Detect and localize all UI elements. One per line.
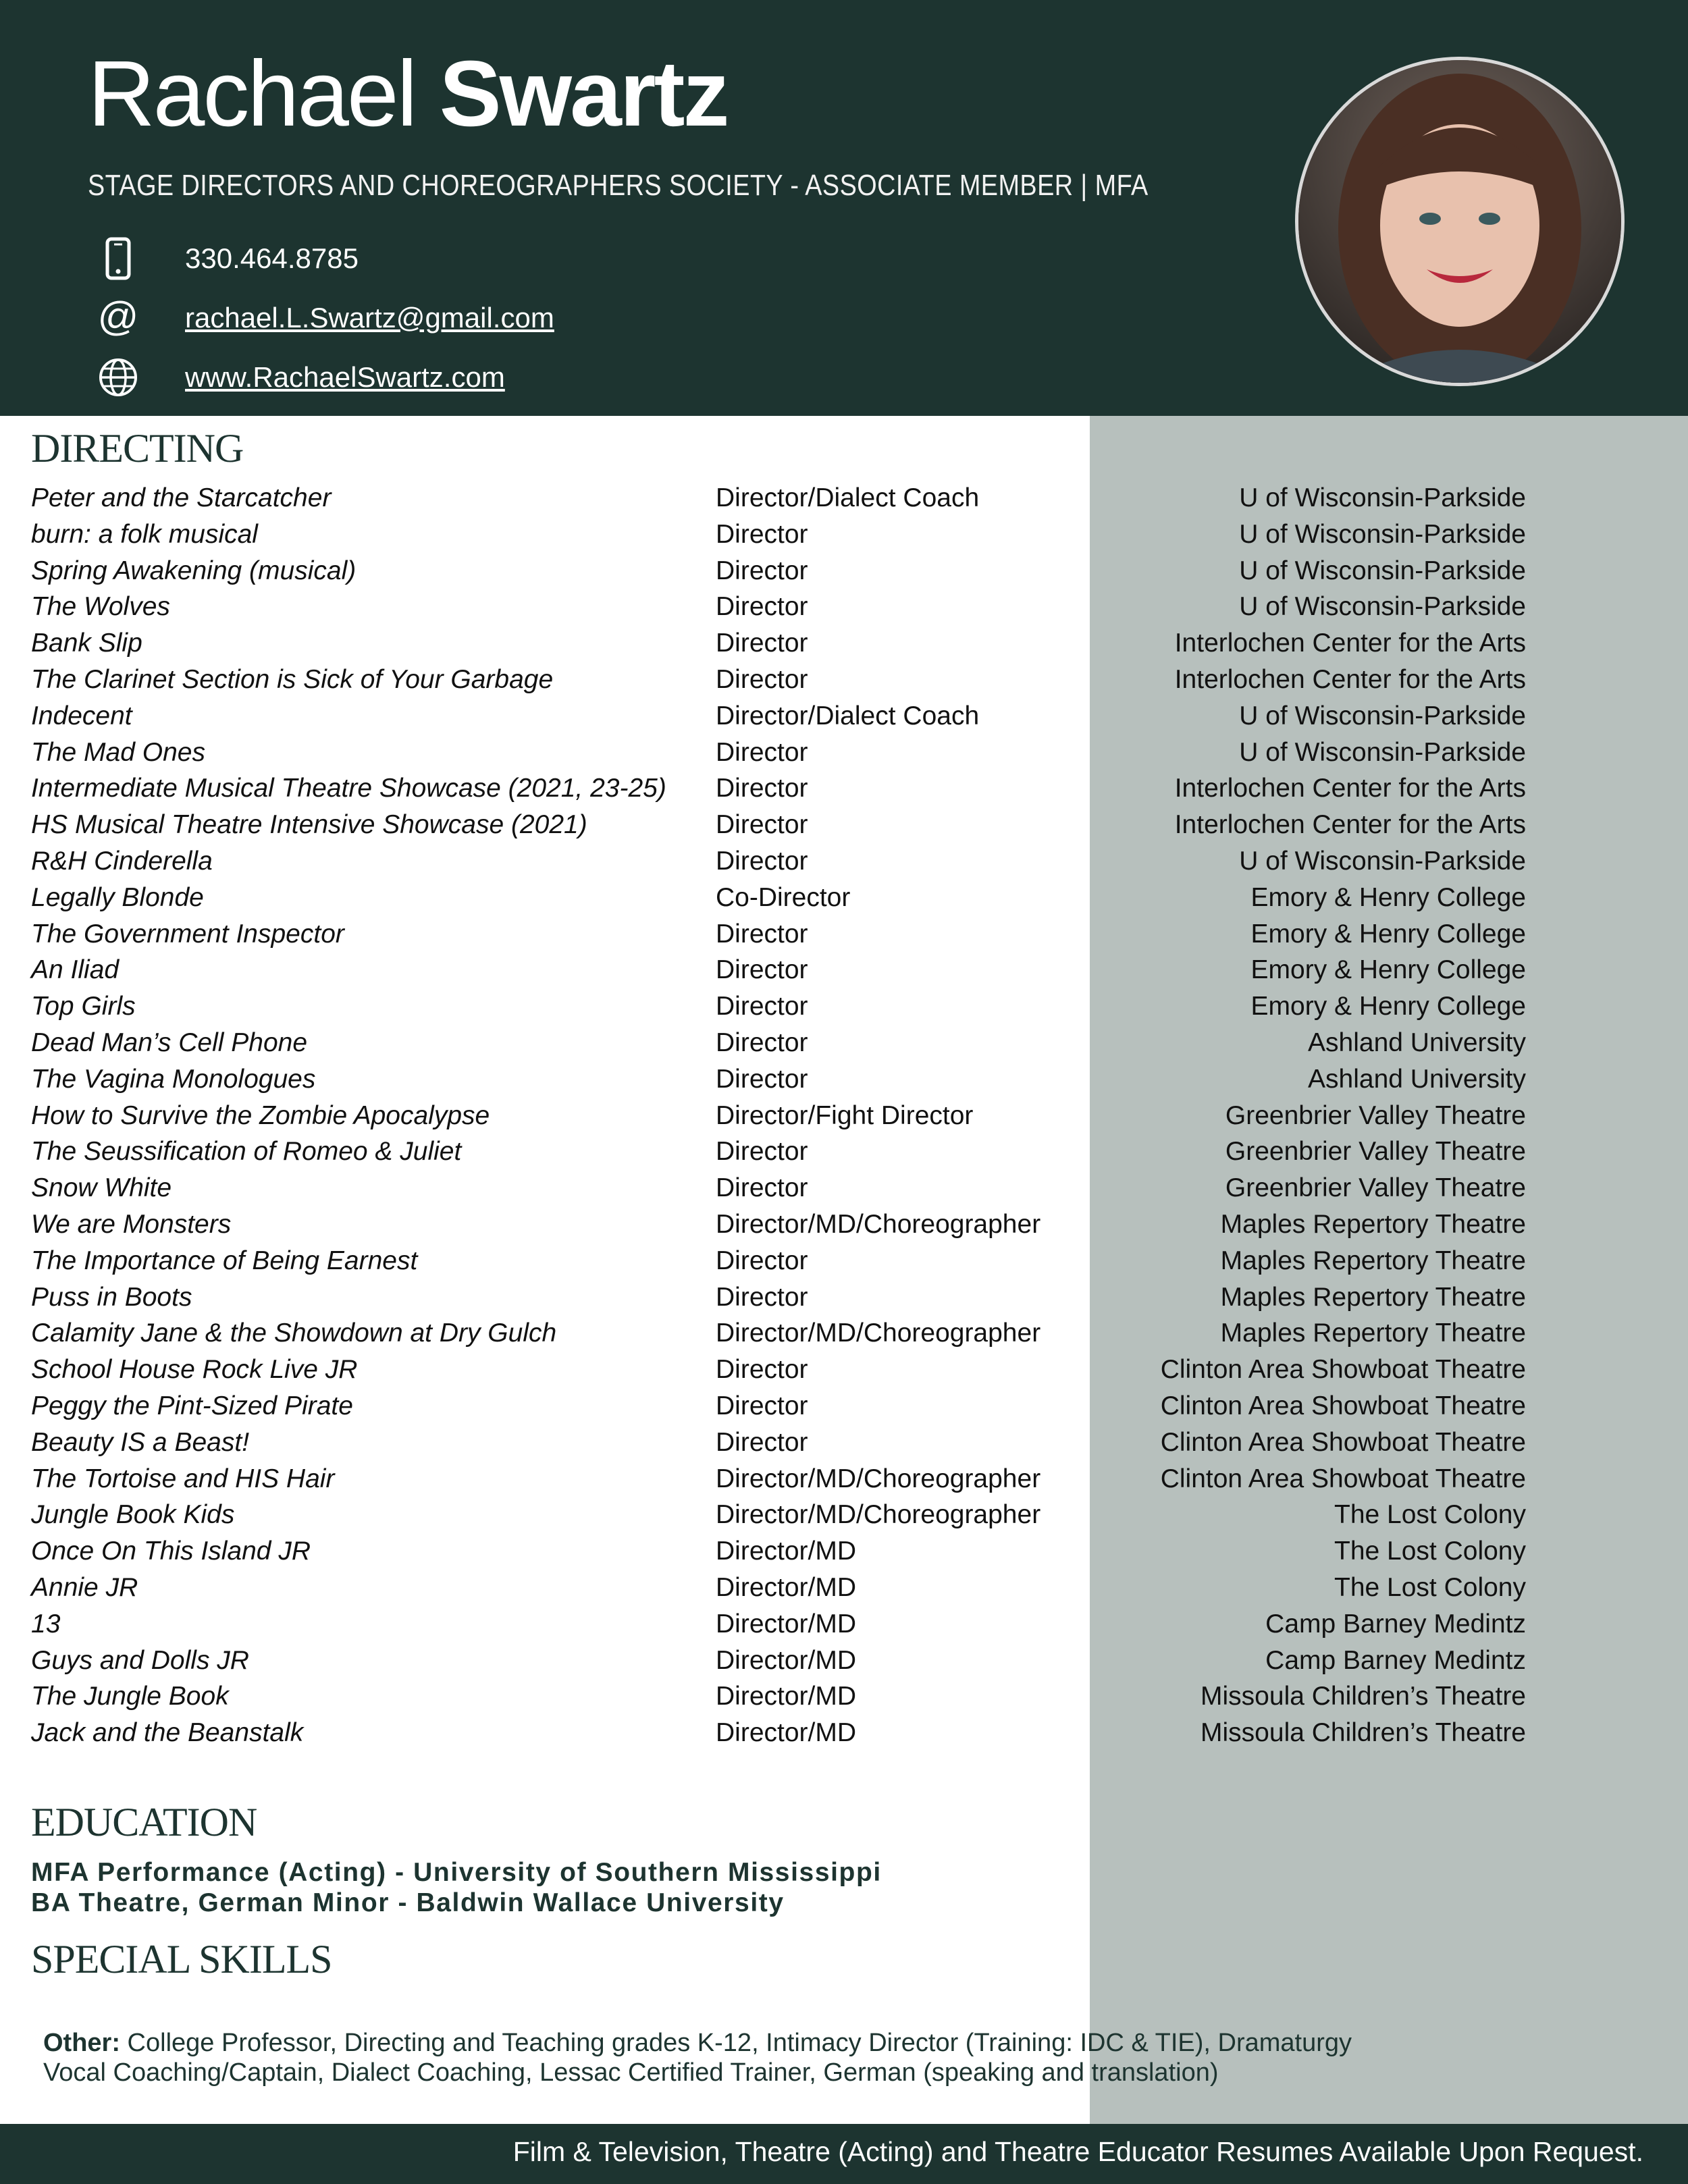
production-venue: Maples Repertory Theatre [1220, 1246, 1526, 1275]
production-venue: Ashland University [1308, 1028, 1526, 1057]
production-title: The Clarinet Section is Sick of Your Garbage [31, 664, 554, 694]
production-role: Director/MD [716, 1718, 857, 1748]
table-row [31, 1352, 1526, 1388]
education-line: BA Theatre, German Minor - Baldwin Wallace University [31, 1888, 785, 1917]
production-venue: Greenbrier Valley Theatre [1225, 1173, 1526, 1203]
production-title: How to Survive the Zombie Apocalypse [31, 1100, 490, 1130]
table-row [31, 589, 1526, 625]
production-title: Top Girls [31, 992, 136, 1021]
production-title: The Wolves [31, 592, 170, 622]
phone-icon [95, 235, 142, 282]
header-banner [0, 0, 1688, 416]
production-role: Director [716, 1173, 808, 1203]
production-venue: Interlochen Center for the Arts [1174, 810, 1526, 840]
table-row [31, 1206, 1526, 1243]
production-role: Director [716, 1028, 808, 1057]
education-line: MFA Performance (Acting) - University of Southern Mississippi [31, 1858, 882, 1887]
production-role: Director/Dialect Coach [716, 483, 980, 512]
production-venue: U of Wisconsin-Parkside [1239, 701, 1526, 730]
email-link[interactable]: rachael.L.Swartz@gmail.com [185, 302, 554, 334]
skills-line-1 [43, 2028, 1352, 2058]
production-venue: Maples Repertory Theatre [1220, 1282, 1526, 1312]
production-venue: Clinton Area Showboat Theatre [1160, 1391, 1526, 1420]
production-venue: Camp Barney Medintz [1265, 1609, 1526, 1639]
table-row [31, 1061, 1526, 1098]
production-title: Snow White [31, 1173, 172, 1203]
production-role: Director [716, 810, 808, 840]
table-row [31, 988, 1526, 1025]
table-row [31, 952, 1526, 988]
contact-phone [95, 235, 359, 282]
production-role: Director [716, 519, 808, 549]
table-row [31, 1098, 1526, 1134]
production-venue: Maples Repertory Theatre [1220, 1209, 1526, 1239]
table-row [31, 1170, 1526, 1206]
production-title: Puss in Boots [31, 1282, 192, 1312]
table-row [31, 1533, 1526, 1570]
production-title: Guys and Dolls JR [31, 1645, 249, 1675]
production-role: Director/MD/Choreographer [716, 1500, 1041, 1530]
table-row [31, 1025, 1526, 1061]
production-title: The Seussification of Romeo & Juliet [31, 1137, 462, 1167]
table-row [31, 662, 1526, 698]
production-role: Director/Fight Director [716, 1100, 974, 1130]
table-row [31, 1678, 1526, 1715]
production-role: Director/MD [716, 1572, 857, 1602]
skills-text-1: College Professor, Directing and Teaching grades K-12, Intimacy Director (Training: IDC & TIE), Dramaturgy [120, 2029, 1352, 2057]
production-venue: Greenbrier Valley Theatre [1225, 1100, 1526, 1130]
production-title: HS Musical Theatre Intensive Showcase (2021) [31, 810, 587, 840]
production-venue: The Lost Colony [1334, 1500, 1526, 1530]
production-venue: Ashland University [1308, 1064, 1526, 1094]
table-row [31, 1606, 1526, 1643]
table-row [31, 1424, 1526, 1461]
production-role: Director [716, 955, 808, 985]
production-title: We are Monsters [31, 1209, 232, 1239]
production-venue: The Lost Colony [1334, 1537, 1526, 1566]
footer-text: Film & Television, Theatre (Acting) and Theatre Educator Resumes Available Upon Request. [512, 2136, 1643, 2167]
table-row [31, 698, 1526, 735]
production-role: Director [716, 1355, 808, 1385]
production-role: Director/MD [716, 1537, 857, 1566]
table-row [31, 807, 1526, 843]
table-row [31, 1570, 1526, 1606]
directing-heading: DIRECTING [31, 426, 244, 471]
production-title: Annie JR [31, 1572, 138, 1602]
production-title: The Tortoise and HIS Hair [31, 1464, 335, 1493]
production-venue: Clinton Area Showboat Theatre [1160, 1427, 1526, 1457]
production-title: The Jungle Book [31, 1682, 229, 1711]
phone-number: 330.464.8785 [185, 242, 359, 274]
last-name: Swartz [439, 42, 728, 146]
table-row [31, 1715, 1526, 1751]
at-sign-icon [95, 294, 142, 342]
production-role: Director [716, 592, 808, 622]
production-role: Co-Director [716, 882, 851, 912]
production-venue: Missoula Children’s Theatre [1201, 1682, 1526, 1711]
production-role: Director/MD [716, 1609, 857, 1639]
production-role: Director [716, 992, 808, 1021]
footer-bar [0, 2124, 1688, 2184]
special-skills-heading: SPECIAL SKILLS [31, 1937, 332, 1981]
website-link[interactable]: www.RachaelSwartz.com [185, 361, 505, 393]
svg-text:@: @ [97, 296, 139, 339]
table-row [31, 625, 1526, 662]
production-title: An Iliad [31, 955, 120, 985]
contact-email [95, 294, 554, 342]
production-title: Peggy the Pint-Sized Pirate [31, 1391, 353, 1420]
production-venue: Emory & Henry College [1250, 992, 1526, 1021]
production-venue: Interlochen Center for the Arts [1174, 664, 1526, 694]
production-role: Director/MD/Choreographer [716, 1209, 1041, 1239]
production-role: Director/MD/Choreographer [716, 1319, 1041, 1348]
table-row [31, 1643, 1526, 1679]
production-venue: U of Wisconsin-Parkside [1239, 556, 1526, 585]
production-venue: Emory & Henry College [1250, 919, 1526, 949]
production-title: Legally Blonde [31, 882, 204, 912]
production-venue: U of Wisconsin-Parkside [1239, 737, 1526, 767]
production-role: Director [716, 556, 808, 585]
production-title: The Importance of Being Earnest [31, 1246, 418, 1275]
production-role: Director [716, 664, 808, 694]
special-skills-text [43, 2028, 1352, 2087]
production-role: Director [716, 1427, 808, 1457]
production-title: Dead Man’s Cell Phone [31, 1028, 308, 1057]
production-role: Director [716, 1246, 808, 1275]
production-title: Jungle Book Kids [31, 1500, 235, 1530]
table-row [31, 916, 1526, 953]
production-role: Director/MD [716, 1645, 857, 1675]
production-role: Director [716, 1282, 808, 1312]
production-role: Director/MD/Choreographer [716, 1464, 1041, 1493]
production-venue: Clinton Area Showboat Theatre [1160, 1464, 1526, 1493]
production-role: Director [716, 1137, 808, 1167]
production-title: Bank Slip [31, 629, 142, 658]
production-role: Director [716, 774, 808, 803]
table-row [31, 553, 1526, 589]
production-venue: U of Wisconsin-Parkside [1239, 519, 1526, 549]
production-role: Director [716, 846, 808, 876]
headshot-photo [1295, 57, 1625, 386]
contact-website [95, 354, 505, 401]
production-title: Beauty IS a Beast! [31, 1427, 250, 1457]
table-row [31, 1134, 1526, 1170]
table-row [31, 1388, 1526, 1424]
directing-table [31, 480, 1526, 1751]
production-role: Director [716, 919, 808, 949]
production-title: Once On This Island JR [31, 1537, 311, 1566]
production-role: Director/Dialect Coach [716, 701, 980, 730]
production-title: The Mad Ones [31, 737, 205, 767]
production-venue: Emory & Henry College [1250, 955, 1526, 985]
skills-label: Other: [43, 2029, 120, 2057]
production-venue: U of Wisconsin-Parkside [1239, 846, 1526, 876]
table-row [31, 1461, 1526, 1497]
production-venue: Maples Repertory Theatre [1220, 1319, 1526, 1348]
table-row [31, 880, 1526, 916]
production-title: Peter and the Starcatcher [31, 483, 332, 512]
table-row [31, 1315, 1526, 1352]
globe-icon [95, 354, 142, 401]
first-name: Rachael [88, 42, 416, 146]
production-venue: Interlochen Center for the Arts [1174, 774, 1526, 803]
table-row [31, 735, 1526, 771]
production-title: R&H Cinderella [31, 846, 213, 876]
production-venue: U of Wisconsin-Parkside [1239, 483, 1526, 512]
production-title: Jack and the Beanstalk [31, 1718, 304, 1748]
table-row [31, 1243, 1526, 1279]
table-row [31, 770, 1526, 807]
production-venue: Missoula Children’s Theatre [1201, 1718, 1526, 1748]
table-row [31, 843, 1526, 880]
education-heading: EDUCATION [31, 1800, 257, 1844]
production-venue: U of Wisconsin-Parkside [1239, 592, 1526, 622]
production-title: Calamity Jane & the Showdown at Dry Gulch [31, 1319, 557, 1348]
production-venue: Clinton Area Showboat Theatre [1160, 1355, 1526, 1385]
skills-text-2: Vocal Coaching/Captain, Dialect Coaching, Lessac Certified Trainer, German (speaking and translation) [43, 2058, 1219, 2087]
production-title: burn: a folk musical [31, 519, 258, 549]
production-title: The Government Inspector [31, 919, 344, 949]
production-role: Director/MD [716, 1682, 857, 1711]
production-title: Indecent [31, 701, 132, 730]
table-row [31, 1497, 1526, 1533]
production-role: Director [716, 1391, 808, 1420]
production-title: The Vagina Monologues [31, 1064, 316, 1094]
production-role: Director [716, 737, 808, 767]
production-title: Intermediate Musical Theatre Showcase (2021, 23-25) [31, 774, 666, 803]
production-title: School House Rock Live JR [31, 1355, 358, 1385]
full-name [88, 42, 728, 146]
table-row [31, 1279, 1526, 1316]
table-row [31, 516, 1526, 553]
table-row [31, 480, 1526, 516]
production-venue: Greenbrier Valley Theatre [1225, 1137, 1526, 1167]
production-role: Director [716, 629, 808, 658]
subtitle: STAGE DIRECTORS AND CHOREOGRAPHERS SOCIETY - ASSOCIATE MEMBER | MFA [88, 169, 1149, 202]
production-venue: Camp Barney Medintz [1265, 1645, 1526, 1675]
production-venue: Emory & Henry College [1250, 882, 1526, 912]
production-venue: Interlochen Center for the Arts [1174, 629, 1526, 658]
production-title: Spring Awakening (musical) [31, 556, 357, 585]
production-title: 13 [31, 1609, 61, 1639]
production-role: Director [716, 1064, 808, 1094]
production-venue: The Lost Colony [1334, 1572, 1526, 1602]
